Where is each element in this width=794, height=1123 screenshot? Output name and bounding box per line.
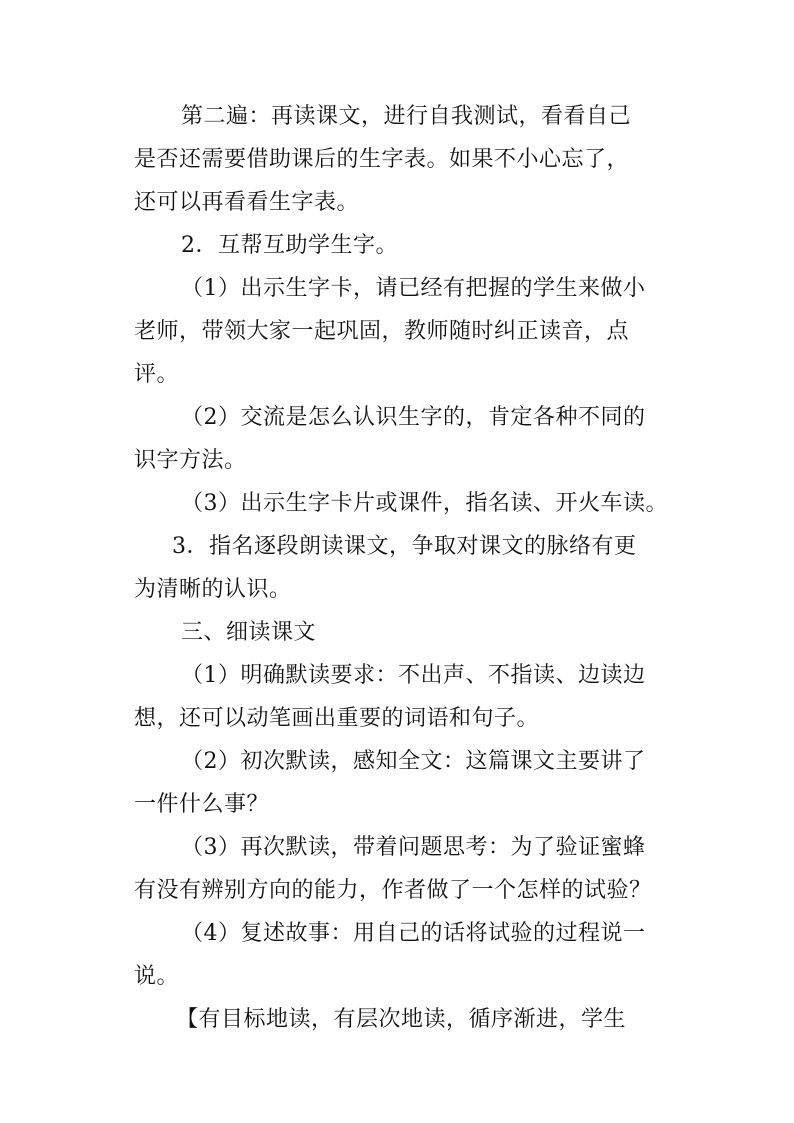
text-line: 【有目标地读，有层次地读，循序渐进，学生 bbox=[176, 1007, 627, 1032]
text-line: （2）交流是怎么认识生字的，肯定各种不同的 bbox=[181, 405, 646, 430]
text-line: 识字方法。 bbox=[134, 448, 247, 473]
text-line: 3．指名逐段朗读课文，争取对课文的脉络有更 bbox=[172, 534, 637, 559]
text-line: 一件什么事？ bbox=[134, 792, 270, 817]
text-line: 还可以再看看生字表。 bbox=[134, 190, 360, 215]
text-line: （3）再次默读，带着问题思考：为了验证蜜蜂 bbox=[181, 835, 646, 860]
section-heading: 三、细读课文 bbox=[181, 620, 317, 645]
text-line: 为清晰的认识。 bbox=[134, 577, 292, 602]
text-line: 是否还需要借助课后的生字表。如果不小心忘了， bbox=[134, 147, 630, 172]
text-line: 老师，带领大家一起巩固，教师随时纠正读音，点 bbox=[134, 319, 630, 344]
text-line: 说。 bbox=[134, 964, 180, 989]
text-line: 想，还可以动笔画出重要的词语和句子。 bbox=[134, 706, 540, 731]
text-line: 第二遍：再读课文，进行自我测试，看看自己 bbox=[181, 104, 632, 129]
text-line: （4）复述故事：用自己的话将试验的过程说一 bbox=[181, 921, 646, 946]
text-line: （1）明确默读要求：不出声、不指读、边读边 bbox=[181, 663, 646, 688]
text-line: （2）初次默读，感知全文：这篇课文主要讲了 bbox=[181, 749, 646, 774]
text-line: （1）出示生字卡，请已经有把握的学生来做小 bbox=[181, 276, 646, 301]
text-line: （3）出示生字卡片或课件，指名读、开火车读。 bbox=[181, 491, 668, 516]
text-line: 评。 bbox=[134, 362, 180, 387]
text-line: 2．互帮互助学生字。 bbox=[181, 233, 398, 258]
text-line: 有没有辨别方向的能力，作者做了一个怎样的试验？ bbox=[134, 878, 652, 903]
